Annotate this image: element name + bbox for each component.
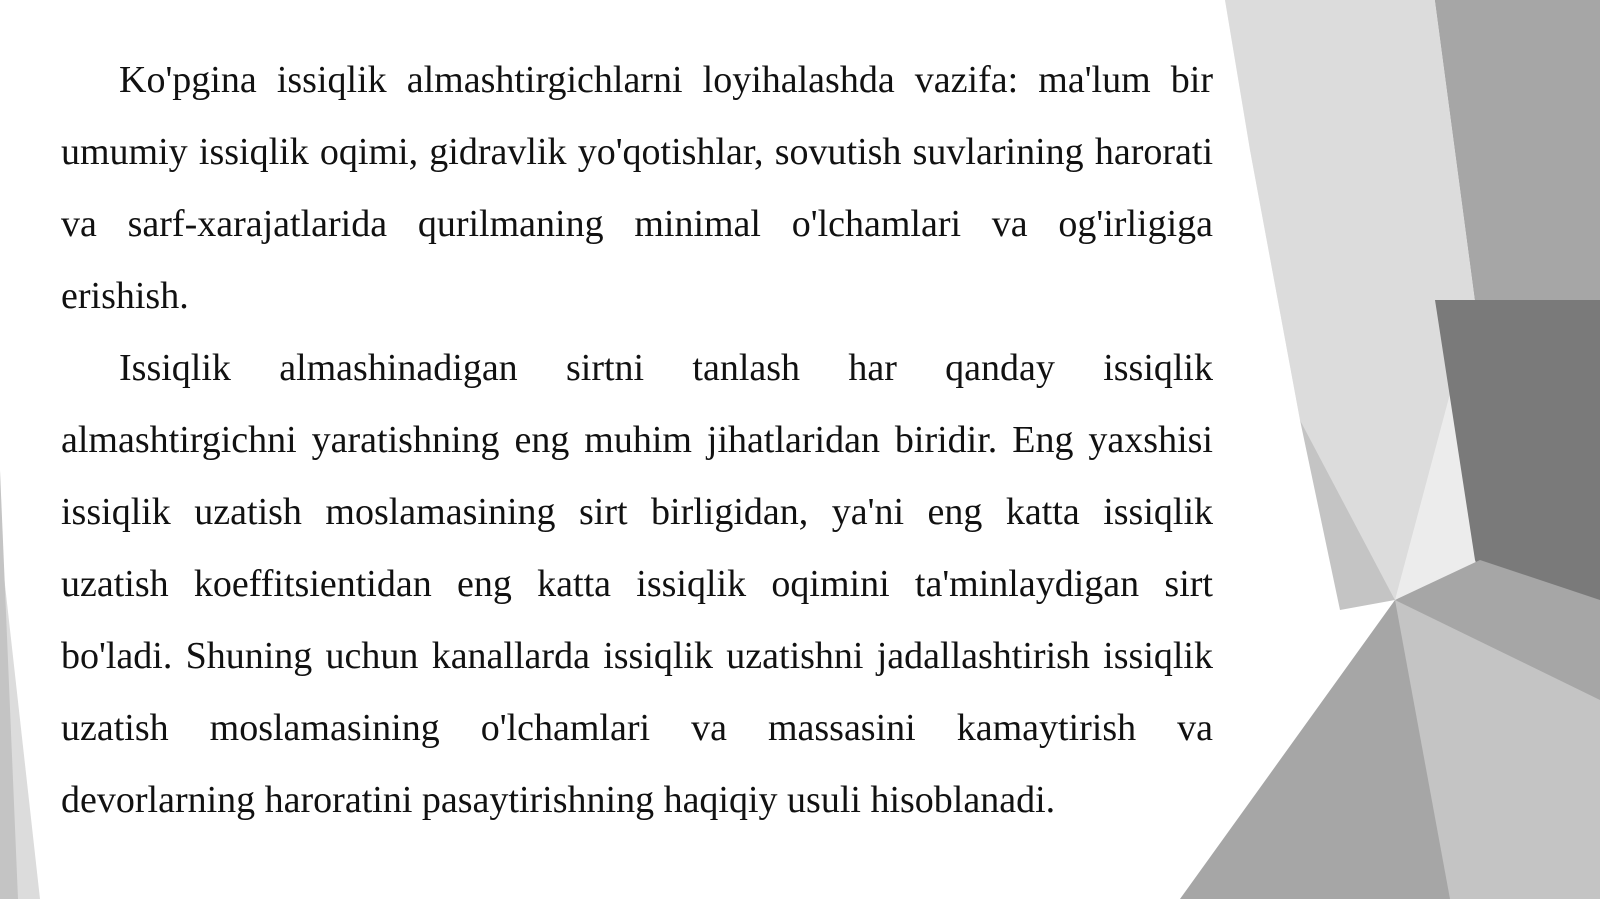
paragraph: Issiqlik almashinadigan sirtni tanlash har qanday issiqlik almashtirgichni yaratishning eng muhim jihatlaridan biridir. Eng yaxshisi issiqlik uzatish moslamasining sirt birligidan, ya'ni eng katta issiqlik uzatish koeffitsientidan eng katta issiqlik oqimini ta'minlaydigan sirt bo'ladi. Shuning uchun kanallarda issiqlik uzatishni jadallashtirish issiqlik uzatish moslamasining o'lchamlari va massasini kamaytirish va devorlarning haroratini pasaytirishning haqiqiy usuli hisoblanadi. xyxy=(61,347,1213,821)
body-text xyxy=(61,44,1213,836)
paragraph: Ko'pgina issiqlik almashtirgichlarni loyihalashda vazifa: ma'lum bir umumiy issiqlik oqimi, gidravlik yo'qotishlar, sovutish suvlarining harorati va sarf-xarajatlarida qurilmaning minimal o'lchamlari va og'irligiga erishish. xyxy=(61,59,1213,317)
